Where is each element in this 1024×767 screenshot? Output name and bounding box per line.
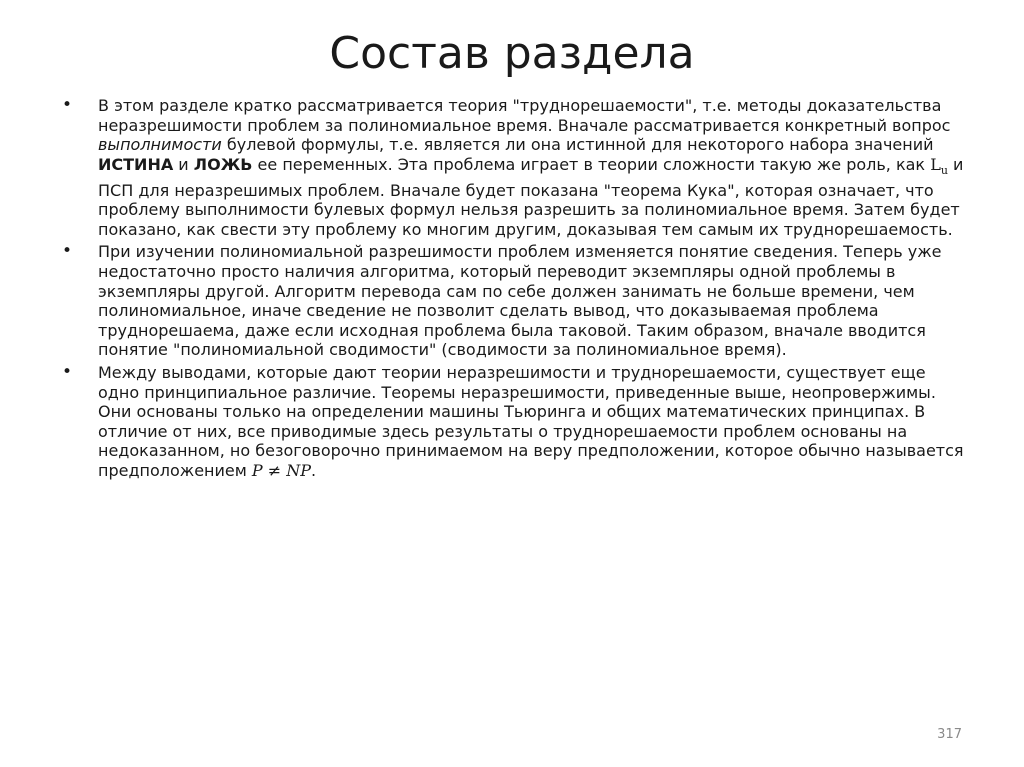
bold-term-true: ИСТИНА: [98, 154, 174, 174]
slide-title: Состав раздела: [329, 28, 695, 79]
bullet-dot-icon: •: [62, 241, 73, 262]
math-subscript: u: [940, 163, 948, 177]
math-language-lu: [930, 154, 948, 177]
bold-term-false: ЛОЖЬ: [193, 154, 253, 174]
page-number: 317: [937, 727, 962, 742]
text-run: В этом разделе кратко рассматривается теория "труднорешаемости", т.е. методы доказательства неразрешимости проблем за полиномиальное время. Вначале рассматривается конкретный вопрос: [98, 96, 951, 135]
math-base: L: [930, 154, 941, 174]
text-run: .: [311, 460, 317, 480]
slide-content: [62, 96, 967, 483]
text-run: и ПСП для неразрешимых проблем. Вначале будет показана "теорема Кука", которая означает, что проблему выполнимости булевых формул нельзя разрешить за полиномиальное время. Затем будет показано, как свести эту проблему ко многим другим, доказывая тем самым их труднорешаемость.: [98, 154, 964, 239]
text-run: булевой формулы, т.е. является ли она истинной для некоторого набора значений: [221, 135, 934, 155]
text-run: ее переменных. Эта проблема играет в теории сложности такую же роль, как: [252, 154, 931, 174]
bullet-item: [62, 242, 967, 360]
bullet-text: При изучении полиномиальной разрешимости проблем изменяется понятие сведения. Теперь уже недостаточно просто наличия алгоритма, который переводит экземпляры одной проблемы в экземпляры другой. Алгоритм перевода сам по себе должен занимать не больше времени, чем полиномиальное, иначе сведение не позволит сделать вывод, что доказываемая проблема труднорешаема, даже если исходная проблема была таковой. Таким образом, вначале вводится понятие "полиномиальной сводимости" (сводимости за полиномиальное время).: [98, 242, 942, 360]
italic-term: выполнимости: [98, 135, 222, 155]
text-run: Между выводами, которые дают теории неразрешимости и труднорешаемости, существует еще одно принципиальное различие. Теоремы неразрешимости, приведенные выше, неопровержимы. Они основаны только на определении машины Тьюринга и общих математических принципах. В отличие от них, все приводимые здесь результаты о труднорешаемости проблем основаны на недоказанном, но безоговорочно принимаемом на веру предположении, которое обычно называется предположением: [98, 362, 964, 480]
bullet-text: [98, 96, 967, 239]
bullet-text: [98, 363, 967, 481]
bullet-dot-icon: •: [62, 361, 73, 382]
bullet-item: [62, 96, 967, 239]
bullet-item: [62, 363, 967, 481]
math-p-neq-np: P ≠ NP: [251, 460, 312, 480]
text-run: и: [173, 154, 194, 174]
bullet-dot-icon: •: [62, 95, 73, 115]
